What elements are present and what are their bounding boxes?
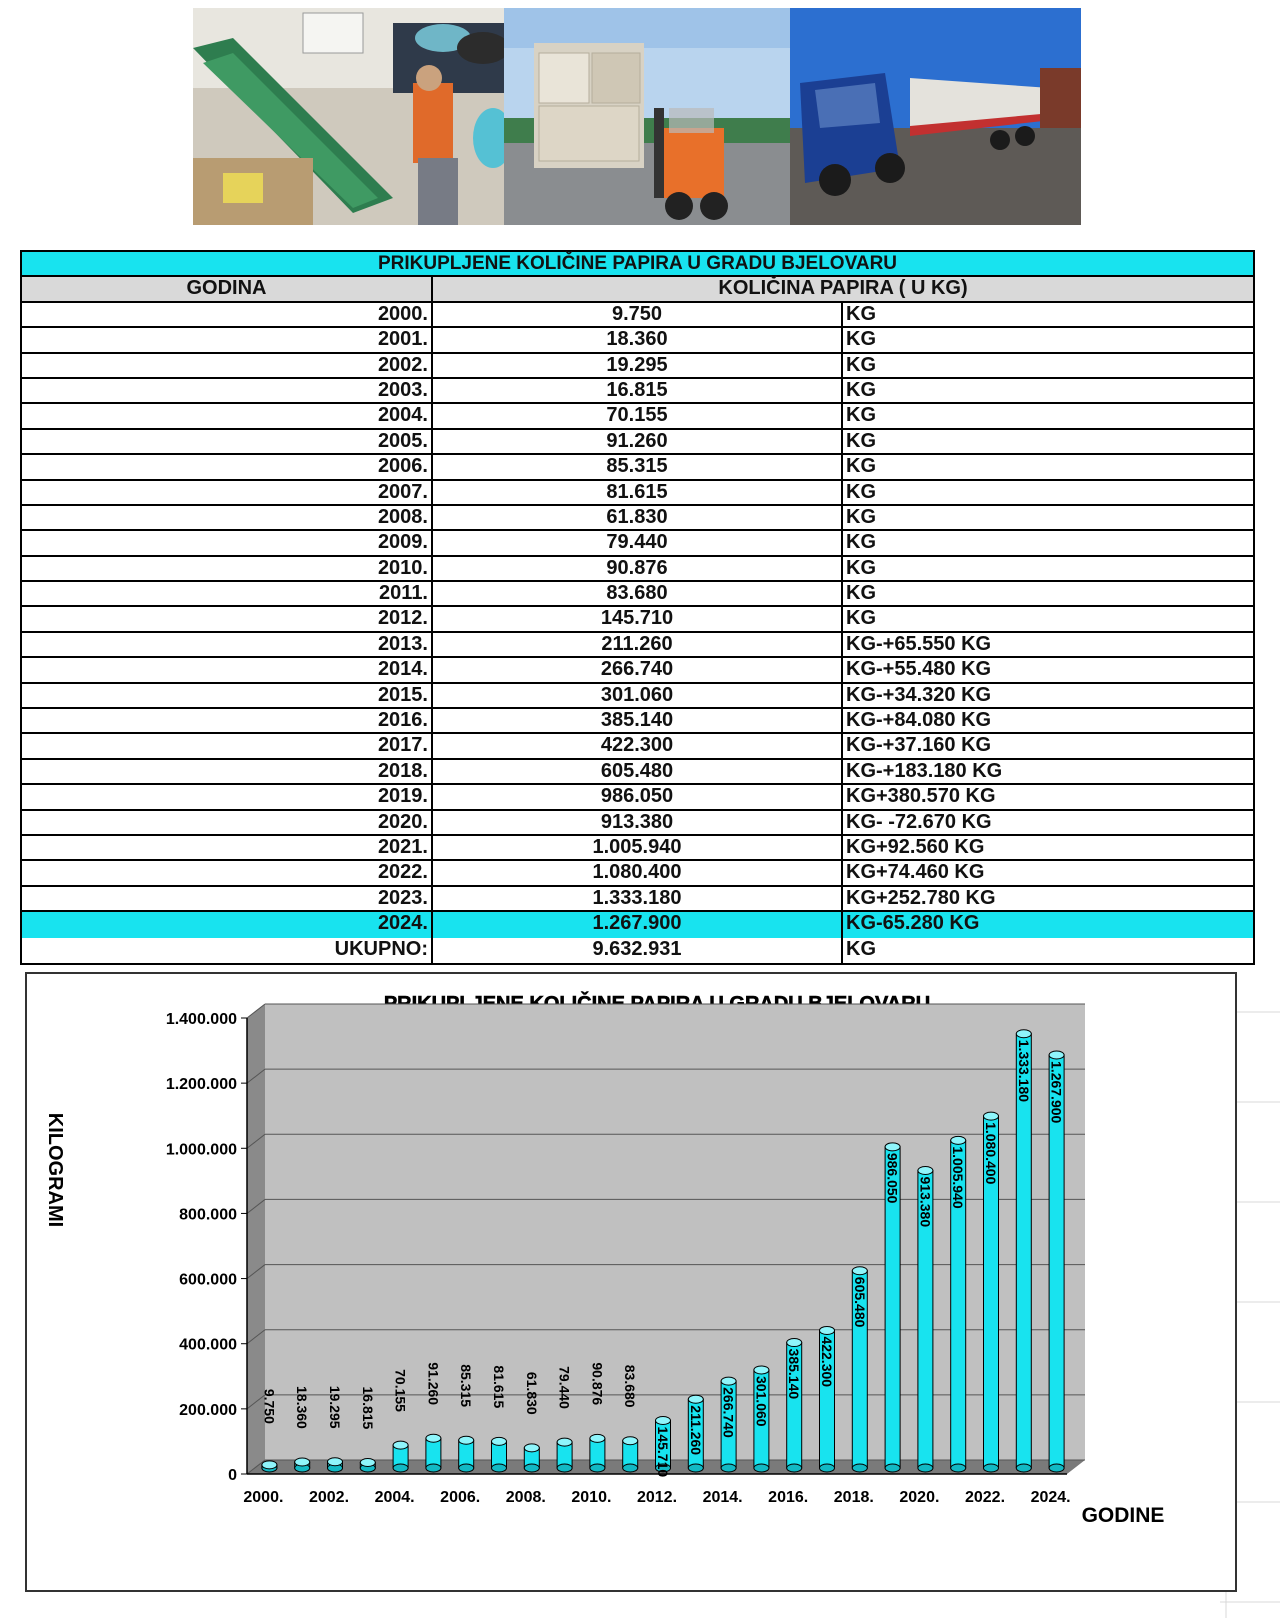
table-row: [22, 785, 1253, 810]
table-row: [22, 912, 1253, 937]
y-tick-label: 0: [228, 1467, 237, 1484]
row-note: KG: [846, 429, 876, 452]
row-note: KG: [846, 480, 876, 503]
bar-2019: [885, 1143, 901, 1472]
row-year: 2011.: [22, 582, 433, 605]
bar-cap: [951, 1136, 966, 1144]
row-amount: 81.615: [433, 481, 843, 504]
row-amount: 301.060: [433, 684, 843, 707]
table-title-text: PRIKUPLJENE KOLIČINE PAPIRA U GRADU BJELOVARU: [377, 252, 898, 274]
bar-base: [590, 1464, 605, 1472]
row-year: 2007.: [22, 481, 433, 504]
bar-base: [623, 1464, 638, 1472]
bar-cap: [524, 1444, 539, 1452]
bar-cap: [360, 1459, 375, 1467]
bar-data-label: 1.333.180: [1015, 1039, 1032, 1103]
bar-cap: [688, 1395, 703, 1403]
row-year: 2022.: [22, 861, 433, 884]
total-label: UKUPNO:: [22, 938, 433, 963]
bar-2024: [1049, 1051, 1065, 1472]
row-note: KG: [846, 505, 876, 528]
row-amount: 385.140: [433, 709, 843, 732]
row-year: 2006.: [22, 455, 433, 478]
row-year: 2024.: [22, 912, 433, 937]
bar-base: [951, 1464, 966, 1472]
bar-base: [393, 1464, 408, 1472]
row-year: 2017.: [22, 734, 433, 757]
bar-data-label: 91.260: [425, 1362, 442, 1406]
bar-data-label: 1.005.940: [950, 1146, 967, 1209]
table-row: [22, 836, 1253, 861]
x-tick-label: 2020.: [899, 1489, 940, 1506]
row-year: 2003.: [22, 379, 433, 402]
bar-cap: [885, 1143, 900, 1151]
row-note: KG+92.560 KG: [846, 835, 985, 858]
row-amount: 1.267.900: [433, 912, 843, 937]
bar-base: [1049, 1464, 1064, 1472]
row-amount: 211.260: [433, 633, 843, 656]
row-amount: 986.050: [433, 785, 843, 808]
table-row: [22, 455, 1253, 480]
row-year: 2014.: [22, 658, 433, 681]
x-tick-label: 2024.: [1030, 1489, 1071, 1506]
table-row: [22, 607, 1253, 632]
table-row: [22, 684, 1253, 709]
truck-trailer-photo: [790, 8, 1081, 225]
row-note: KG-+183.180 KG: [846, 759, 1003, 782]
row-note: KG+252.780 KG: [846, 886, 996, 909]
bar-cap: [295, 1458, 310, 1466]
bar-cap: [1049, 1051, 1064, 1059]
row-year: 2009.: [22, 531, 433, 554]
row-note: KG-+34.320 KG: [846, 683, 992, 706]
row-year: 2018.: [22, 760, 433, 783]
forklift-bales-photo: [504, 8, 790, 225]
x-tick-label: 2018.: [833, 1489, 874, 1506]
bar-data-label: 1.267.900: [1048, 1061, 1065, 1124]
bar-cap: [656, 1417, 671, 1425]
row-note: KG- -72.670 KG: [846, 810, 992, 833]
y-tick-label: 600.000: [179, 1271, 237, 1289]
table-row: [22, 404, 1253, 429]
bar-base: [852, 1464, 867, 1472]
bar-base: [918, 1464, 933, 1472]
table-row: [22, 354, 1253, 379]
bar-cap: [590, 1434, 605, 1442]
bar-data-label: 301.060: [753, 1375, 770, 1427]
bar-2021: [950, 1136, 966, 1472]
x-tick-label: 2008.: [505, 1489, 546, 1506]
table-row: [22, 303, 1253, 328]
bar-2016: [786, 1339, 802, 1472]
bar-data-label: 211.260: [687, 1405, 704, 1456]
row-note: KG-+37.160 KG: [846, 734, 992, 757]
bar-base: [524, 1464, 539, 1472]
row-year: 2010.: [22, 557, 433, 580]
bar-cap: [918, 1166, 933, 1174]
y-tick-label: 200.000: [179, 1401, 237, 1419]
x-tick-label: 2002.: [308, 1489, 350, 1506]
total-amount: 9.632.931: [433, 938, 843, 963]
bar-data-label: 266.740: [720, 1387, 737, 1438]
bar-base: [787, 1464, 802, 1472]
row-year: 2016.: [22, 709, 433, 732]
row-amount: 90.876: [433, 557, 843, 580]
row-amount: 1.005.940: [433, 836, 843, 859]
table-body: [22, 303, 1253, 938]
x-tick-label: 2022.: [964, 1489, 1006, 1506]
row-amount: 422.300: [433, 734, 843, 757]
table-row: [22, 709, 1253, 734]
bar-base: [688, 1464, 703, 1472]
chart-area: [25, 972, 1237, 1592]
row-amount: 83.680: [433, 582, 843, 605]
bar-data-label: 90.876: [589, 1362, 606, 1406]
sorting-conveyor-photo: [193, 8, 504, 225]
bar-base: [492, 1464, 507, 1472]
bar-cap: [787, 1339, 802, 1347]
table-row: [22, 734, 1253, 759]
bar-cap: [557, 1438, 572, 1446]
table-row: [22, 861, 1253, 886]
row-amount: 145.710: [433, 607, 843, 630]
row-year: 2020.: [22, 811, 433, 834]
bar-base: [557, 1464, 572, 1472]
bar-base: [885, 1464, 900, 1472]
bar-2018: [852, 1267, 868, 1472]
bar-cap: [820, 1326, 835, 1334]
x-tick-label: 2012.: [636, 1489, 678, 1506]
y-axis-label: KILOGRAMI: [44, 1112, 66, 1228]
bar-chart: [27, 974, 1235, 1590]
row-note: KG: [846, 556, 876, 579]
row-year: 2021.: [22, 836, 433, 859]
row-amount: 91.260: [433, 430, 843, 453]
y-tick-label: 400.000: [179, 1336, 237, 1354]
bar-base: [721, 1464, 736, 1472]
row-amount: 1.333.180: [433, 887, 843, 910]
table-header: [22, 277, 1253, 302]
table-total-row: [22, 938, 1253, 963]
row-note: KG: [846, 353, 876, 376]
row-year: 2002.: [22, 354, 433, 377]
bar-cap: [492, 1437, 507, 1445]
table-row: [22, 328, 1253, 353]
y-tick-label: 1.400.000: [165, 1011, 237, 1028]
table-row: [22, 633, 1253, 658]
bar-base: [820, 1464, 835, 1472]
bar-base: [1016, 1464, 1031, 1472]
bar-cap: [328, 1458, 343, 1466]
row-amount: 605.480: [433, 760, 843, 783]
row-note: KG+74.460 KG: [846, 861, 985, 884]
row-year: 2005.: [22, 430, 433, 453]
bar-cap: [623, 1437, 638, 1445]
bar-cap: [262, 1461, 277, 1469]
row-amount: 9.750: [433, 303, 843, 326]
table-row: [22, 430, 1253, 455]
bar-data-label: 145.710: [655, 1426, 671, 1478]
header-year: GODINA: [22, 277, 433, 300]
row-year: 2008.: [22, 506, 433, 529]
row-year: 2019.: [22, 785, 433, 808]
y-tick-label: 1.000.000: [165, 1141, 237, 1159]
bar-data-label: 913.380: [917, 1176, 934, 1228]
row-year: 2001.: [22, 328, 433, 351]
row-note: KG+380.570 KG: [846, 785, 996, 808]
bar-2023: [1016, 1030, 1032, 1472]
bar-data-label: 1.080.400: [983, 1122, 999, 1185]
x-tick-label: 2006.: [440, 1489, 481, 1506]
row-amount: 19.295: [433, 354, 843, 377]
bar-data-label: 986.050: [884, 1152, 901, 1204]
bar-cap: [1016, 1030, 1031, 1038]
row-note: KG: [846, 582, 876, 605]
bar-data-label: 605.480: [851, 1276, 868, 1328]
bar-cap: [459, 1436, 474, 1444]
row-note: KG-65.280 KG: [846, 912, 980, 935]
row-amount: 1.080.400: [433, 861, 843, 884]
bar-cap: [852, 1267, 867, 1275]
table-title: [22, 252, 1253, 277]
bar-base: [984, 1464, 999, 1472]
x-tick-label: 2016.: [768, 1489, 809, 1506]
row-year: 2012.: [22, 607, 433, 630]
row-year: 2023.: [22, 887, 433, 910]
row-note: KG: [846, 404, 876, 427]
row-note: KG: [846, 607, 876, 630]
x-tick-label: 2000.: [243, 1489, 284, 1506]
row-note: KG-+65.550 KG: [846, 632, 992, 655]
bar-data-label: 19.295: [327, 1385, 343, 1429]
paper-collection-table: [20, 250, 1255, 965]
bar-data-label: 83.680: [622, 1364, 639, 1408]
row-note: KG: [846, 302, 876, 325]
table-row: [22, 557, 1253, 582]
table-row: [22, 531, 1253, 556]
bar-2015: [753, 1366, 769, 1472]
bar-data-label: 79.440: [556, 1366, 573, 1409]
row-amount: 79.440: [433, 531, 843, 554]
row-note: KG: [846, 455, 876, 478]
bar-2022: [983, 1112, 999, 1472]
total-note: KG: [846, 937, 876, 960]
row-amount: 70.155: [433, 404, 843, 427]
table-row: [22, 811, 1253, 836]
bar-2012: [655, 1417, 671, 1478]
row-note: KG: [846, 328, 876, 351]
row-amount: 266.740: [433, 658, 843, 681]
bar-data-label: 385.140: [786, 1348, 803, 1400]
row-amount: 16.815: [433, 379, 843, 402]
bar-2013: [688, 1395, 704, 1472]
bar-cap: [426, 1434, 441, 1442]
y-tick-label: 1.200.000: [165, 1076, 237, 1094]
row-note: KG-+55.480 KG: [846, 658, 992, 681]
table-row: [22, 887, 1253, 912]
bar-data-label: 85.315: [458, 1364, 475, 1408]
bar-2014: [721, 1377, 737, 1472]
x-tick-label: 2010.: [571, 1489, 612, 1506]
bar-cap: [754, 1366, 769, 1374]
bar-data-label: 9.750: [261, 1388, 278, 1424]
x-tick-label: 2014.: [702, 1489, 743, 1506]
row-note: KG: [846, 531, 876, 554]
header-amount: KOLIČINA PAPIRA ( U KG): [718, 277, 968, 300]
bar-data-label: 81.615: [491, 1365, 507, 1409]
bar-data-label: 61.830: [523, 1371, 540, 1415]
bar-base: [459, 1464, 474, 1472]
photo-strip: [193, 8, 1081, 225]
row-year: 2013.: [22, 633, 433, 656]
bar-data-label: 16.815: [359, 1386, 376, 1430]
bar-base: [426, 1464, 441, 1472]
row-note: KG: [846, 378, 876, 401]
bar-cap: [721, 1377, 736, 1385]
table-row: [22, 481, 1253, 506]
row-amount: 18.360: [433, 328, 843, 351]
row-amount: 913.380: [433, 811, 843, 834]
table-row: [22, 658, 1253, 683]
bar-base: [754, 1464, 769, 1472]
row-year: 2000.: [22, 303, 433, 326]
table-row: [22, 506, 1253, 531]
row-amount: 61.830: [433, 506, 843, 529]
table-row: [22, 379, 1253, 404]
x-axis-label: GODINE: [1081, 1504, 1165, 1527]
table-row: [22, 760, 1253, 785]
bar-2020: [917, 1166, 933, 1472]
row-year: 2004.: [22, 404, 433, 427]
bar-cap: [984, 1112, 999, 1120]
bar-data-label: 70.155: [392, 1369, 409, 1412]
bar-data-label: 18.360: [294, 1386, 311, 1429]
bar-data-label: 422.300: [819, 1336, 835, 1388]
row-note: KG-+84.080 KG: [846, 709, 992, 732]
table-row: [22, 582, 1253, 607]
x-tick-label: 2004.: [374, 1489, 415, 1506]
y-tick-label: 800.000: [179, 1206, 237, 1224]
bar-cap: [393, 1441, 408, 1449]
row-year: 2015.: [22, 684, 433, 707]
row-amount: 85.315: [433, 455, 843, 478]
bar-2017: [819, 1326, 835, 1472]
